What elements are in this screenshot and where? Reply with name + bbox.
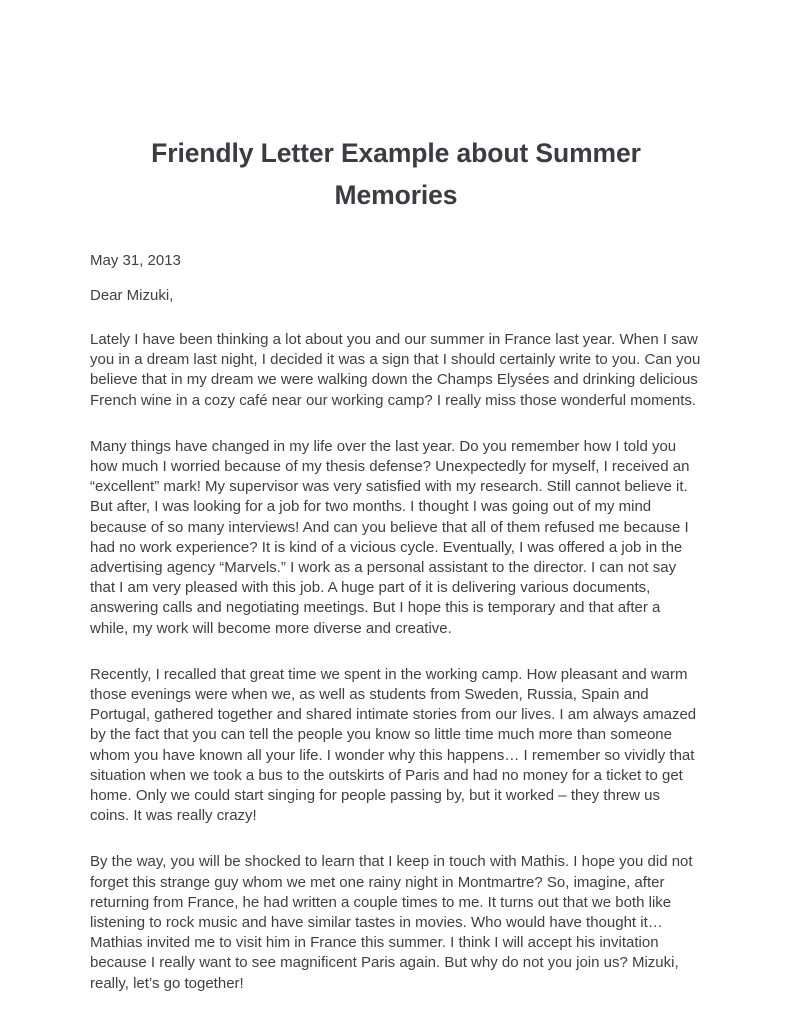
- letter-paragraphs: [90, 306, 702, 994]
- letter-paragraph: Lately I have been thinking a lot about you and our summer in France last year. When I saw you in a dream last night, I decided it was a sign that I should certainly write to you. Can you believe that in my dream we were walking down the Champs Elysées and drinking delicious French wine in a cozy café near our working camp? I really miss those wonderful moments.: [90, 331, 701, 409]
- letter-paragraph: Many things have changed in my life over the last year. Do you remember how I told you how much I worried because of my thesis defense? Unexpectedly for myself, I received an “excellent” mark! My supervisor was very satisfied with my research. Still cannot believe it. But after, I was looking for a job for two months. I thought I was going out of my mind because of so many interviews! And can you believe that all of them refused me because I had no work experience? It is kind of a vicious cycle. Eventually, I was offered a job in the advertising agency “Marvels.” I work as a personal assistant to the director. I can not say that I am very pleased with this job. A huge part of it is delivering various documents, answering calls and negotiating meetings. But I hope this is temporary and that after a while, my work will become more diverse and creative.: [90, 437, 690, 637]
- page-title: Friendly Letter Example about Summer Memories: [151, 138, 641, 210]
- document-body: [90, 0, 702, 994]
- letter-paragraph: Recently, I recalled that great time we spent in the working camp. How pleasant and warm those evenings were when we, as well as students from Sweden, Russia, Spain and Portugal, gathered together and shared intimate stories from our lives. I am always amazed by the fact that you can tell the people you know so little time much more than someone whom you have known all your life. I wonder why this happens… I remember so vividly that situation when we took a bus to the outskirts of Paris and had no money for a ticket to get home. Only we could start singing for people passing by, but it worked – they threw us coins. It was really crazy!: [90, 665, 697, 825]
- letter-paragraph: By the way, you will be shocked to learn that I keep in touch with Mathis. I hope you did not forget this strange guy whom we met one rainy night in Montmartre? So, imagine, after returning from France, he had written a couple times to me. It turns out that we both like listening to rock music and have similar tastes in movies. Who would have thought it… Mathias invited me to visit him in France this summer. I think I will accept his invitation because I really want to see magnificent Paris again. But why do not you join us? Mizuki, really, let’s go together!: [90, 853, 693, 992]
- letter-date: May 31, 2013: [90, 252, 181, 269]
- letter-salutation: Dear Mizuki,: [90, 287, 174, 304]
